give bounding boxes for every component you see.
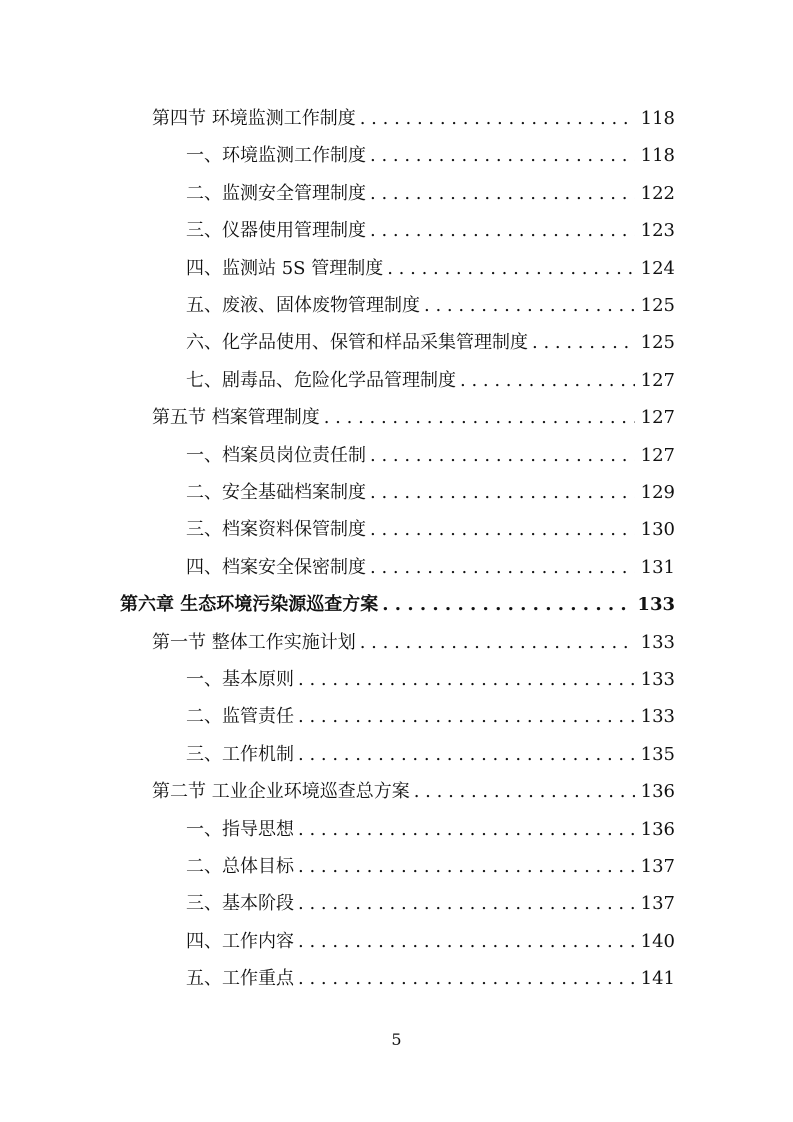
toc-entry[interactable]	[186, 736, 675, 773]
toc-leader-dots	[298, 661, 635, 698]
toc-entry[interactable]	[186, 212, 675, 249]
toc-entry-title: 三、档案资料保管制度	[186, 519, 366, 541]
toc-entry-title: 二、监管责任	[186, 706, 294, 728]
toc-entry-page: 127	[640, 369, 675, 391]
toc-entry-page: 140	[640, 930, 675, 952]
toc-leader-dots	[370, 474, 635, 511]
toc-entry-title: 四、档案安全保密制度	[186, 556, 366, 578]
toc-entry[interactable]	[152, 100, 675, 137]
toc-entry-title: 五、工作重点	[186, 968, 294, 990]
toc-entry[interactable]	[186, 437, 675, 474]
toc-entry[interactable]	[186, 362, 675, 399]
toc-entry-page: 135	[640, 743, 675, 765]
toc-entry-title: 二、监测安全管理制度	[186, 182, 366, 204]
toc-leader-dots	[424, 287, 635, 324]
toc-entry[interactable]	[186, 250, 675, 287]
toc-entry-page: 130	[640, 519, 675, 541]
toc-entry[interactable]	[152, 624, 675, 661]
toc-entry-page: 133	[637, 594, 675, 616]
toc-leader-dots	[414, 773, 635, 810]
toc-leader-dots	[298, 923, 635, 960]
toc-entry[interactable]	[186, 324, 675, 361]
toc-entry-page: 118	[640, 145, 675, 167]
toc-entry-title: 六、化学品使用、保管和样品采集管理制度	[186, 332, 528, 354]
toc-entry-page: 118	[640, 108, 675, 129]
toc-entry-page: 129	[640, 482, 675, 503]
toc-leader-dots	[370, 212, 635, 249]
toc-entry-title: 第四节 环境监测工作制度	[152, 108, 356, 129]
toc-entry-page: 133	[640, 669, 675, 690]
toc-entry[interactable]	[186, 923, 675, 960]
toc-entry-title: 第六章 生态环境污染源巡查方案	[120, 594, 379, 616]
toc-leader-dots	[370, 137, 635, 174]
toc-entry-title: 一、环境监测工作制度	[186, 145, 366, 167]
toc-leader-dots	[370, 437, 635, 474]
toc-entry-title: 第二节 工业企业环境巡查总方案	[152, 781, 410, 803]
toc-entry-title: 一、指导思想	[186, 818, 294, 840]
toc-entry[interactable]	[186, 811, 675, 848]
toc-entry-title: 一、基本原则	[186, 669, 294, 690]
toc-entry-page: 136	[640, 781, 675, 803]
toc-entry-title: 五、废液、固体废物管理制度	[186, 295, 420, 316]
toc-entry-title: 三、仪器使用管理制度	[186, 220, 366, 242]
toc-entry-page: 125	[640, 295, 675, 316]
toc-entry-title: 一、档案员岗位责任制	[186, 444, 366, 466]
toc-leader-dots	[460, 362, 635, 399]
toc-entry[interactable]	[186, 698, 675, 735]
toc-chapter-entry[interactable]	[120, 586, 675, 623]
toc-entry-title: 第五节 档案管理制度	[152, 407, 320, 429]
toc-leader-dots	[370, 511, 635, 548]
toc-leader-dots	[298, 736, 635, 773]
toc-entry-page: 133	[640, 631, 675, 653]
toc-entry-page: 141	[640, 968, 675, 990]
toc-entry[interactable]	[152, 399, 675, 436]
toc-leader-dots	[532, 324, 635, 361]
toc-entry-title: 第一节 整体工作实施计划	[152, 631, 356, 653]
toc-leader-dots	[298, 848, 635, 885]
toc-entry[interactable]	[152, 773, 675, 810]
toc-entry[interactable]	[186, 287, 675, 324]
toc-entry-title: 七、剧毒品、危险化学品管理制度	[186, 369, 456, 391]
toc-leader-dots	[360, 624, 635, 661]
toc-leader-dots	[382, 586, 631, 623]
toc-entry-page: 125	[640, 332, 675, 354]
toc-leader-dots	[298, 811, 635, 848]
toc-leader-dots	[298, 698, 635, 735]
toc-entry-page: 136	[640, 818, 675, 840]
toc-leader-dots	[370, 175, 635, 212]
toc-entry[interactable]	[186, 661, 675, 698]
toc-entry-title: 四、监测站 5S 管理制度	[186, 257, 384, 279]
toc-entry[interactable]	[186, 885, 675, 922]
toc-leader-dots	[298, 960, 635, 997]
toc-entry-page: 137	[640, 856, 675, 877]
toc-entry[interactable]	[186, 549, 675, 586]
toc-entry[interactable]	[186, 137, 675, 174]
toc-leader-dots	[387, 250, 634, 287]
toc-entry-title: 三、工作机制	[186, 743, 294, 765]
toc-entry[interactable]	[186, 474, 675, 511]
toc-leader-dots	[298, 885, 635, 922]
toc-entry-page: 122	[640, 182, 675, 204]
toc-entry-title: 二、安全基础档案制度	[186, 482, 366, 503]
toc-entry-title: 三、基本阶段	[186, 893, 294, 915]
toc-entry-page: 123	[640, 220, 675, 242]
toc-entry-page: 137	[640, 893, 675, 915]
toc-entry-page: 127	[640, 444, 675, 466]
toc-entry-page: 127	[640, 407, 675, 429]
page-number: 5	[391, 1030, 402, 1049]
toc-entry[interactable]	[186, 175, 675, 212]
toc-entry[interactable]	[186, 511, 675, 548]
toc-leader-dots	[370, 549, 635, 586]
toc-entry-page: 124	[640, 257, 675, 279]
toc-entry-page: 133	[640, 706, 675, 728]
toc-leader-dots	[324, 399, 635, 436]
toc-leader-dots	[360, 100, 635, 137]
toc-entry[interactable]	[186, 960, 675, 997]
toc-entry-title: 二、总体目标	[186, 856, 294, 877]
toc-entry-title: 四、工作内容	[186, 930, 294, 952]
toc-entry-page: 131	[640, 556, 675, 578]
toc-entry[interactable]	[186, 848, 675, 885]
